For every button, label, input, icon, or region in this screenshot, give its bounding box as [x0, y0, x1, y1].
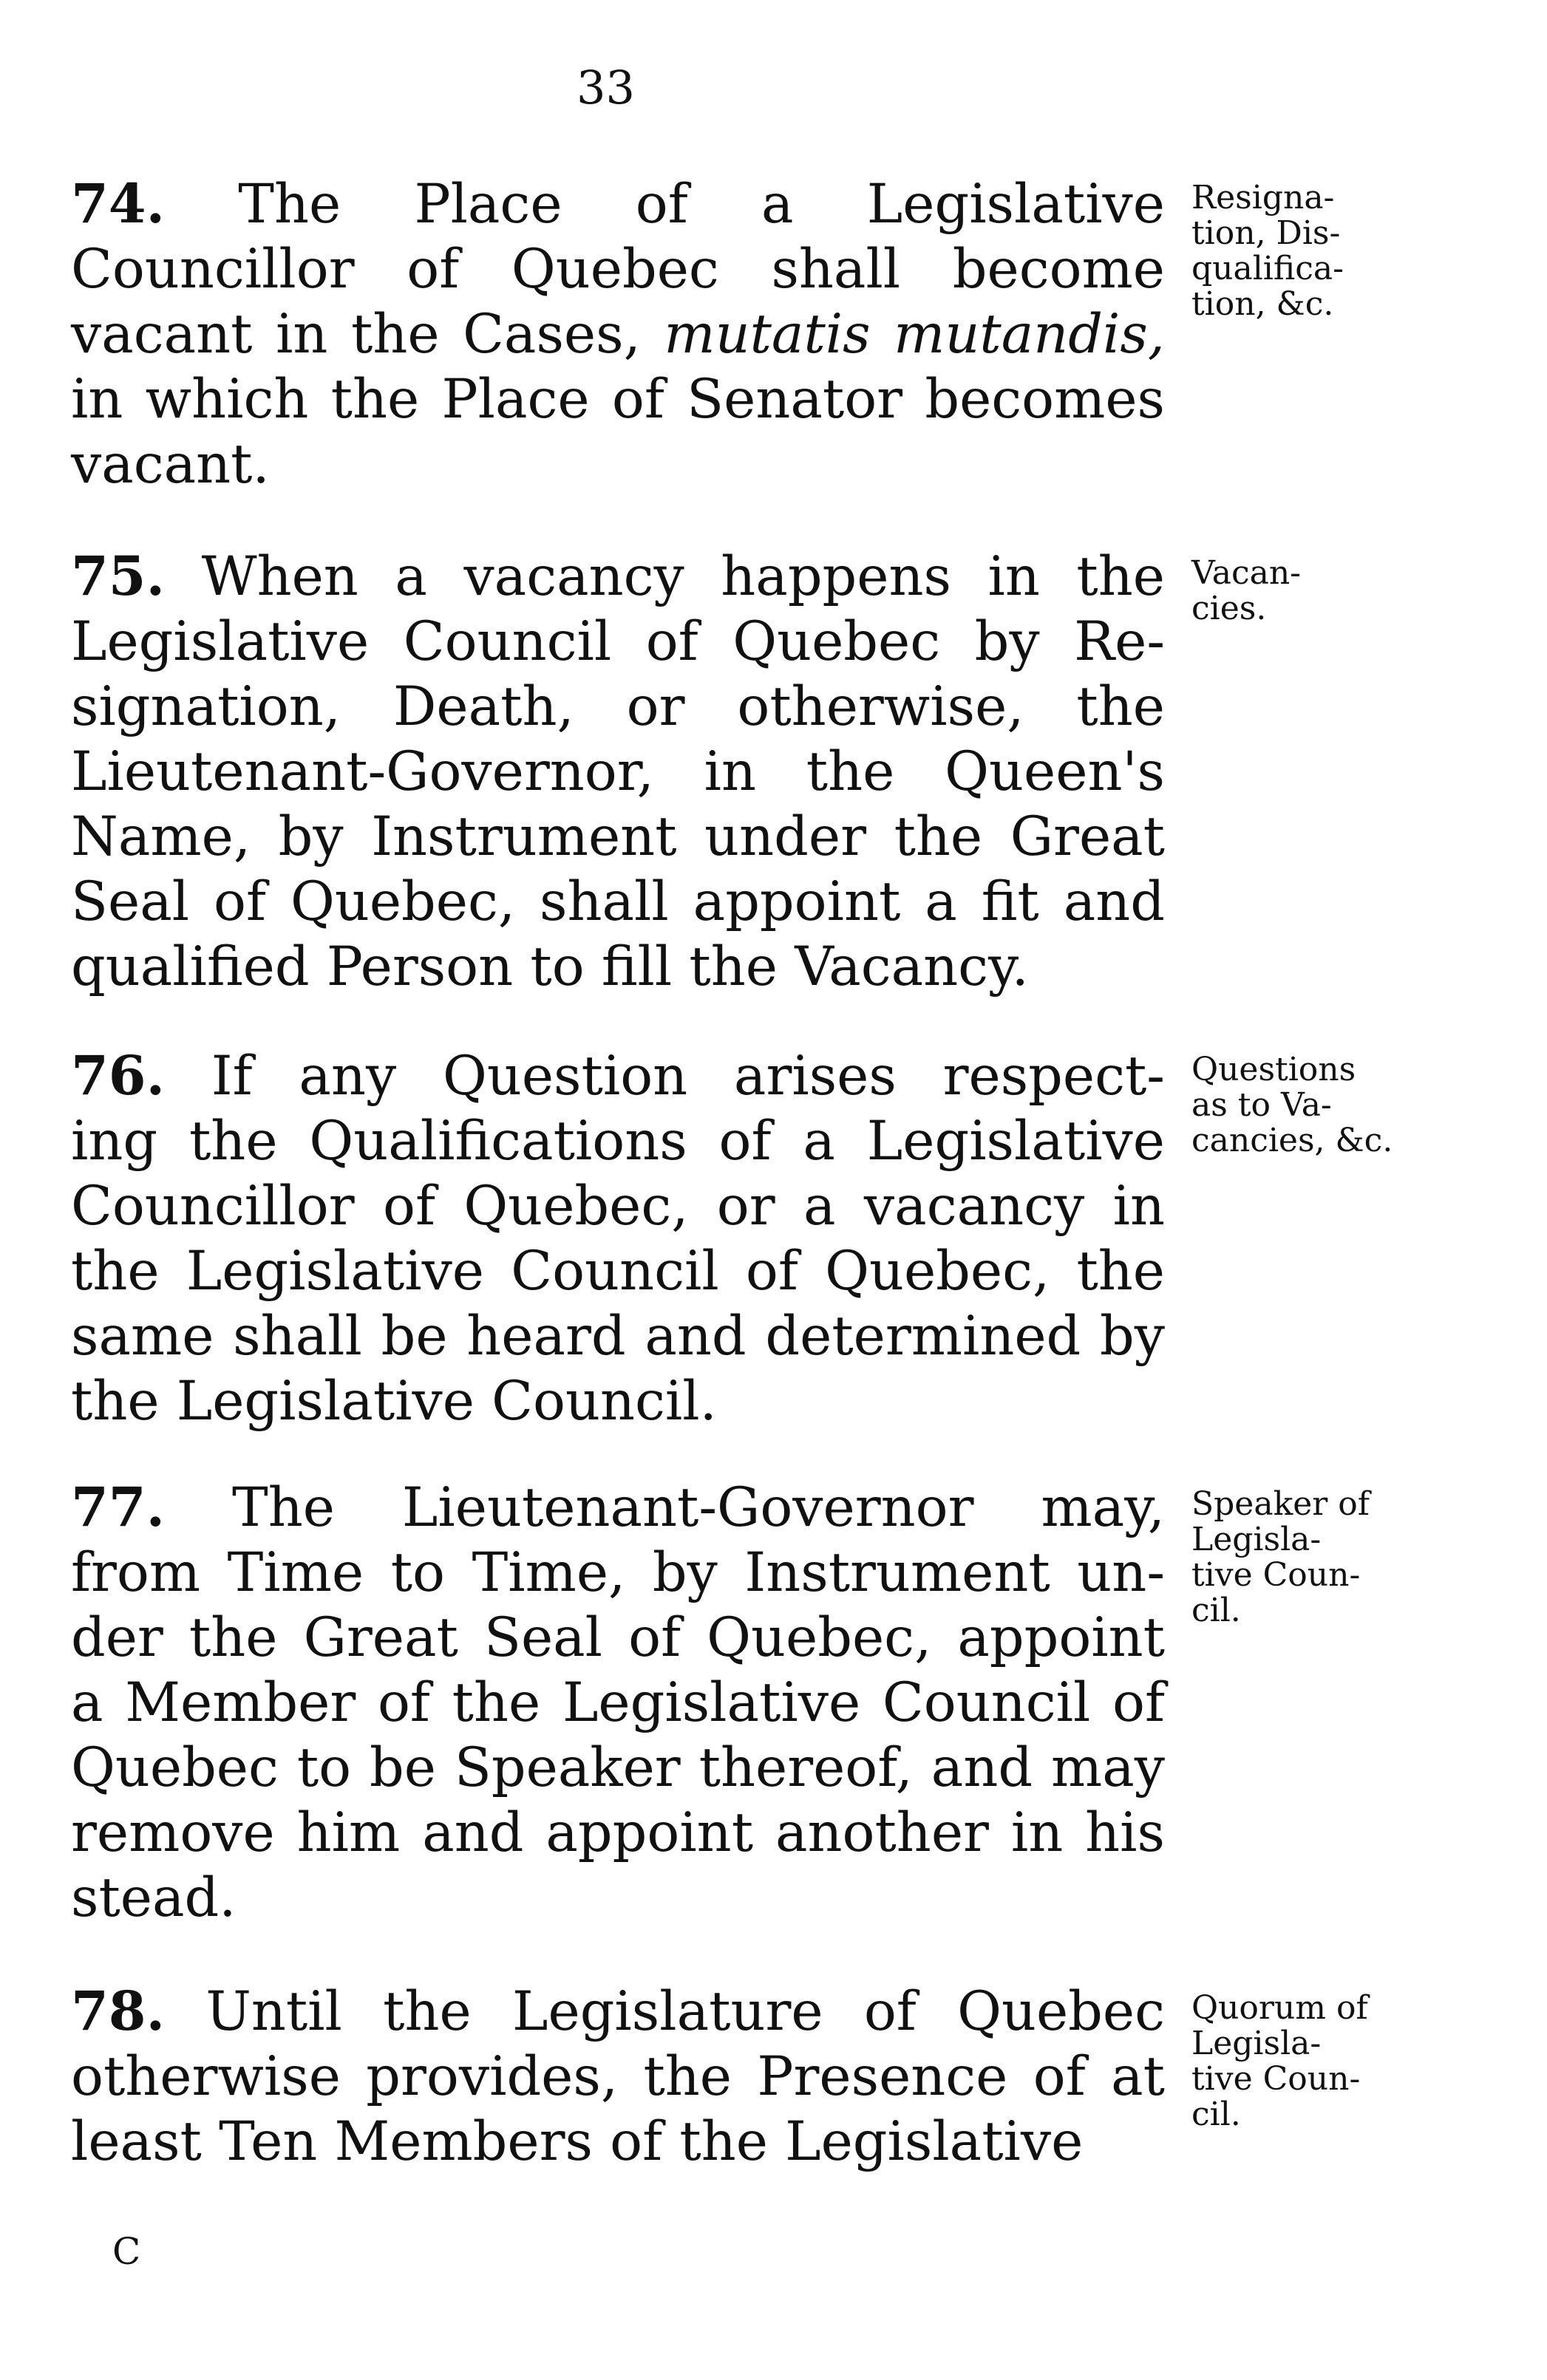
section-77: [71, 1475, 1165, 1931]
text-line: Councillor of Quebec, or a vacancy in: [71, 1175, 1165, 1238]
text-line: the Legislative Council.: [71, 1370, 717, 1433]
text-line: remove him and appoint another in his: [71, 1801, 1165, 1864]
section-number: 75.: [71, 545, 166, 608]
text-line: from Time to Time, by Instrument un-: [71, 1541, 1165, 1604]
section-number: 76.: [71, 1044, 166, 1108]
text-line: qualified Person to fill the Vacancy.: [71, 935, 1029, 998]
text-line: same shall be heard and determined by: [71, 1305, 1165, 1368]
text-line: Lieutenant-Governor, in the Queen's: [71, 740, 1165, 803]
text-line: 78. Until the Legislature of Quebec: [71, 1980, 1165, 2043]
text-line: Seal of Quebec, shall appoint a fit and: [71, 870, 1165, 933]
marginal-note-line: Speaker of: [1191, 1485, 1370, 1523]
italic-text: mutatis mutandis,: [664, 303, 1165, 366]
text-line: 76. If any Question arises respect-: [71, 1044, 1165, 1108]
marginal-note-line: Vacan-: [1191, 554, 1302, 592]
marginal-note-78: [1191, 1991, 1502, 2132]
text-line: the Legislative Council of Quebec, the: [71, 1240, 1165, 1303]
text-line: vacant.: [71, 433, 270, 496]
marginal-note-line: qualifica-: [1191, 250, 1344, 287]
text-line: Councillor of Quebec shall become: [71, 238, 1165, 301]
signature-mark: C: [112, 2230, 141, 2273]
marginal-note-line: Legisla-: [1191, 2025, 1322, 2062]
text-line: Name, by Instrument under the Great: [71, 805, 1165, 868]
marginal-note-line: Resigna-: [1191, 179, 1335, 216]
text-line: 75. When a vacancy happens in the: [71, 545, 1165, 608]
text-line: vacant in the Cases, mutatis mutandis,: [71, 303, 1165, 366]
text-line: a Member of the Legislative Council of: [71, 1671, 1165, 1734]
text-line: in which the Place of Senator becomes: [71, 368, 1165, 431]
text-line: stead.: [71, 1866, 237, 1929]
marginal-note-line: Questions: [1191, 1051, 1356, 1088]
marginal-note-74: [1191, 180, 1502, 322]
marginal-note-line: cies.: [1191, 590, 1267, 627]
section-number: 78.: [71, 1980, 166, 2043]
text-line: 74. The Place of a Legislative: [71, 172, 1165, 236]
text-line: otherwise provides, the Presence of at: [71, 2045, 1165, 2108]
text-line: signation, Death, or otherwise, the: [71, 675, 1165, 738]
text-line: Quebec to be Speaker thereof, and may: [71, 1736, 1165, 1799]
marginal-note-line: cil.: [1191, 2096, 1241, 2133]
marginal-note-line: tion, Dis-: [1191, 214, 1341, 252]
page-number: 33: [577, 61, 635, 115]
section-74: [71, 171, 1165, 497]
marginal-note-76: [1191, 1052, 1502, 1159]
marginal-note-line: as to Va-: [1191, 1086, 1332, 1124]
marginal-note-77: [1191, 1487, 1502, 1629]
marginal-note-line: tive Coun-: [1191, 1556, 1361, 1594]
section-number: 77.: [71, 1476, 166, 1539]
marginal-note-line: cancies, &c.: [1191, 1122, 1393, 1159]
text-line: least Ten Members of the Legislative: [71, 2110, 1084, 2173]
marginal-note-75: [1191, 556, 1502, 627]
marginal-note-line: Quorum of: [1191, 1989, 1368, 2027]
marginal-note-line: tion, &c.: [1191, 285, 1334, 323]
section-number: 74.: [71, 172, 166, 236]
text-line: Legislative Council of Quebec by Re-: [71, 610, 1165, 673]
section-78: [71, 1979, 1165, 2175]
section-76: [71, 1043, 1165, 1434]
section-75: [71, 544, 1165, 1000]
marginal-note-line: cil.: [1191, 1592, 1241, 1629]
text-line: der the Great Seal of Quebec, appoint: [71, 1606, 1165, 1669]
marginal-note-line: tive Coun-: [1191, 2060, 1361, 2098]
text-line: ing the Qualifications of a Legislative: [71, 1110, 1165, 1173]
marginal-note-line: Legisla-: [1191, 1521, 1322, 1558]
text-line: 77. The Lieutenant-Governor may,: [71, 1476, 1165, 1539]
